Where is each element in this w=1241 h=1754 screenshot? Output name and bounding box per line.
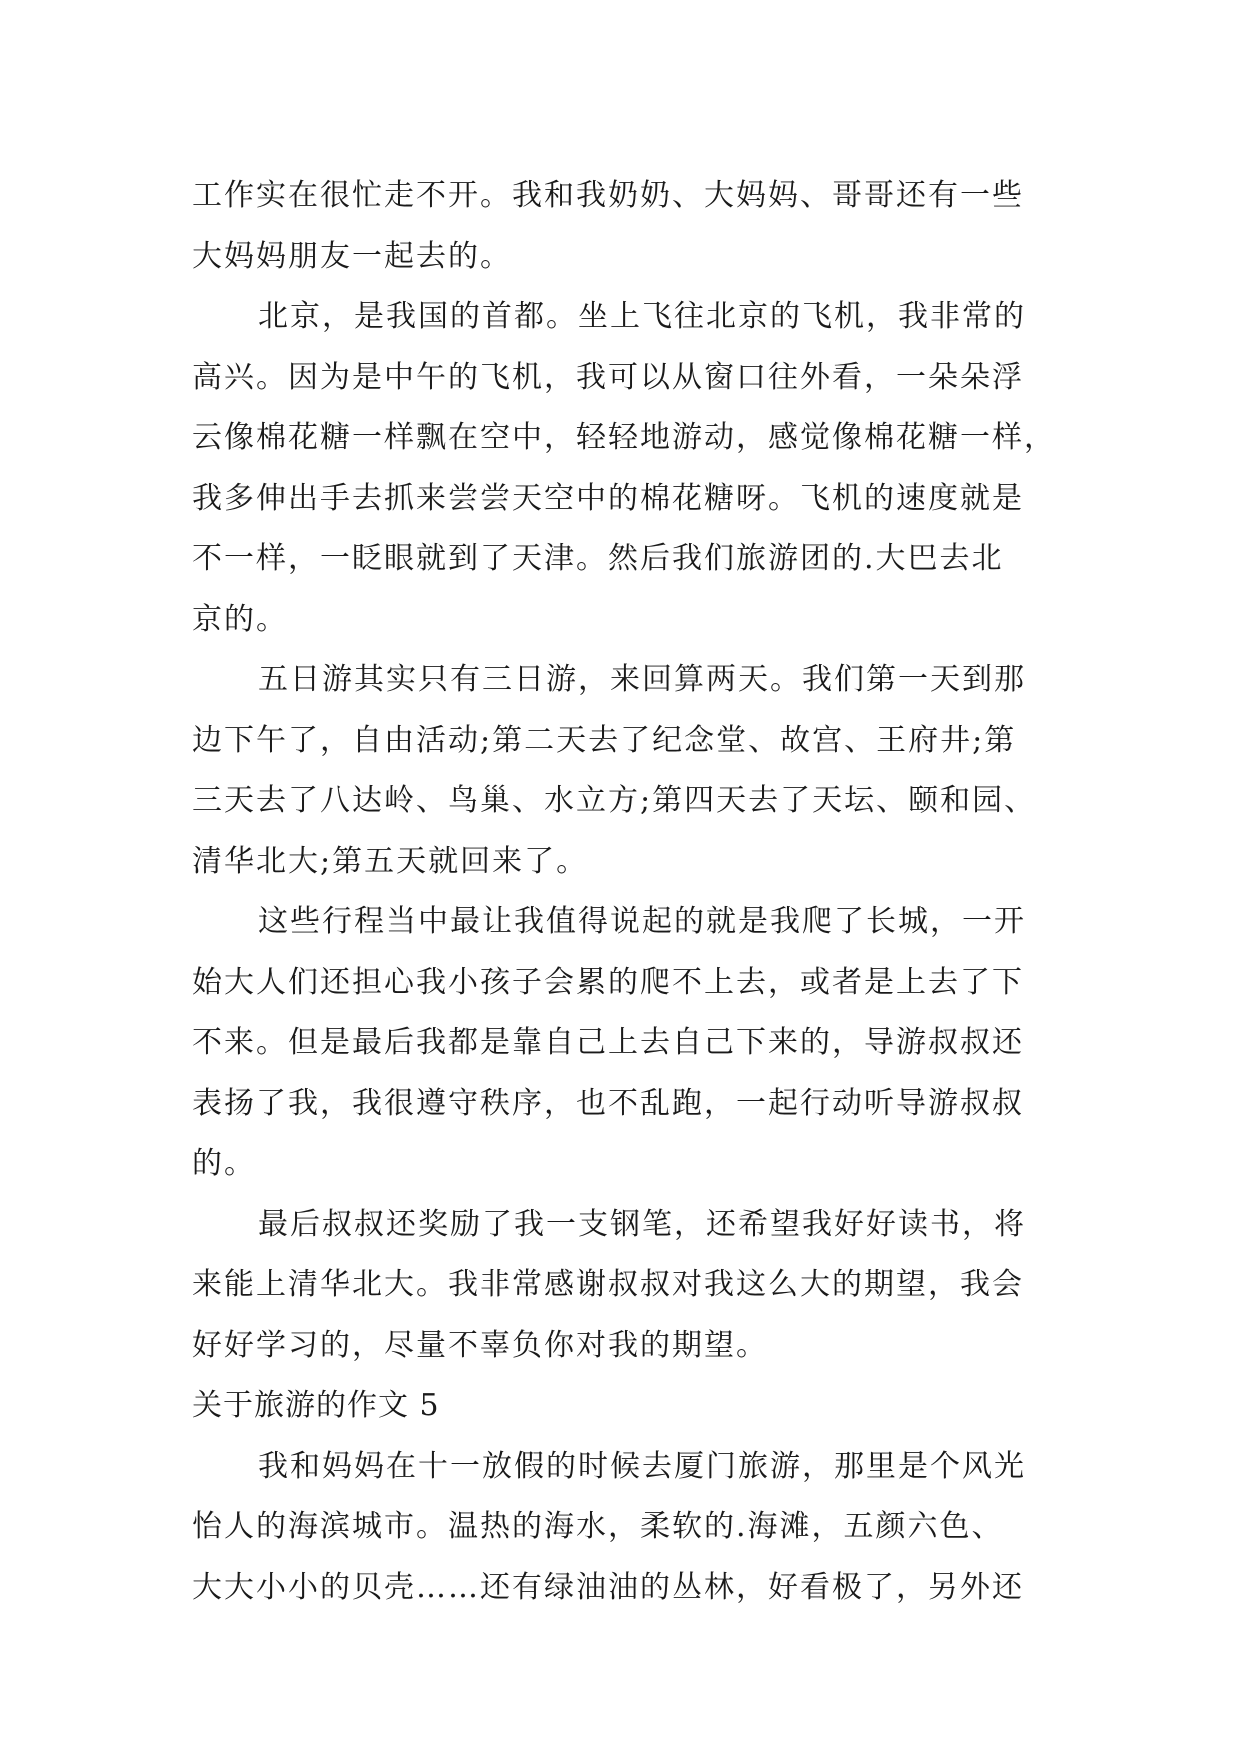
text-line: 不来。但是最后我都是靠自己上去自己下来的，导游叔叔还 xyxy=(192,1025,1024,1060)
paragraph-start-line: 北京，是我国的首都。坐上飞往北京的飞机，我非常的 xyxy=(258,299,1026,334)
text-line: 怡人的海滨城市。温热的海水，柔软的.海滩，五颜六色、 xyxy=(192,1509,1004,1544)
text-line: 清华北大;第五天就回来了。 xyxy=(192,843,589,879)
section-heading: 关于旅游的作文 5 xyxy=(192,1388,440,1423)
text-line: 我多伸出手去抓来尝尝天空中的棉花糖呀。飞机的速度就是 xyxy=(192,480,1024,516)
paragraph-start-line: 最后叔叔还奖励了我一支钢笔，还希望我好好读书，将 xyxy=(258,1206,1026,1242)
text-line: 表扬了我，我很遵守秩序，也不乱跑，一起行动听导游叔叔 xyxy=(192,1085,1024,1121)
text-line: 云像棉花糖一样飘在空中，轻轻地游动，感觉像棉花糖一样， xyxy=(192,420,1056,455)
text-line: 工作实在很忙走不开。我和我奶奶、大妈妈、哥哥还有一些 xyxy=(192,178,1024,213)
document-body xyxy=(192,166,1072,1618)
text-line: 高兴。因为是中午的飞机，我可以从窗口往外看，一朵朵浮 xyxy=(192,359,1024,395)
text-line: 始大人们还担心我小孩子会累的爬不上去，或者是上去了下 xyxy=(192,964,1024,1000)
text-line: 的。 xyxy=(192,1146,256,1181)
paragraph-start-line: 五日游其实只有三日游，来回算两天。我们第一天到那 xyxy=(258,662,1026,697)
text-line: 来能上清华北大。我非常感谢叔叔对我这么大的期望，我会 xyxy=(192,1267,1024,1302)
paragraph-start-line: 我和妈妈在十一放假的时候去厦门旅游，那里是个风光 xyxy=(258,1448,1026,1484)
text-line: 三天去了八达岭、鸟巢、水立方;第四天去了天坛、颐和园、 xyxy=(192,783,1037,818)
paragraph-start-line: 这些行程当中最让我值得说起的就是我爬了长城，一开 xyxy=(258,904,1026,939)
text-line: 大大小小的贝壳……还有绿油油的丛林，好看极了，另外还 xyxy=(192,1569,1024,1605)
text-line: 边下午了，自由活动;第二天去了纪念堂、故宫、王府井;第 xyxy=(192,722,1017,758)
text-line: 大妈妈朋友一起去的。 xyxy=(192,238,512,274)
text-line: 不一样，一眨眼就到了天津。然后我们旅游团的.大巴去北 xyxy=(192,541,1004,576)
text-line: 好好学习的，尽量不辜负你对我的期望。 xyxy=(192,1327,768,1363)
text-line: 京的。 xyxy=(192,601,288,637)
